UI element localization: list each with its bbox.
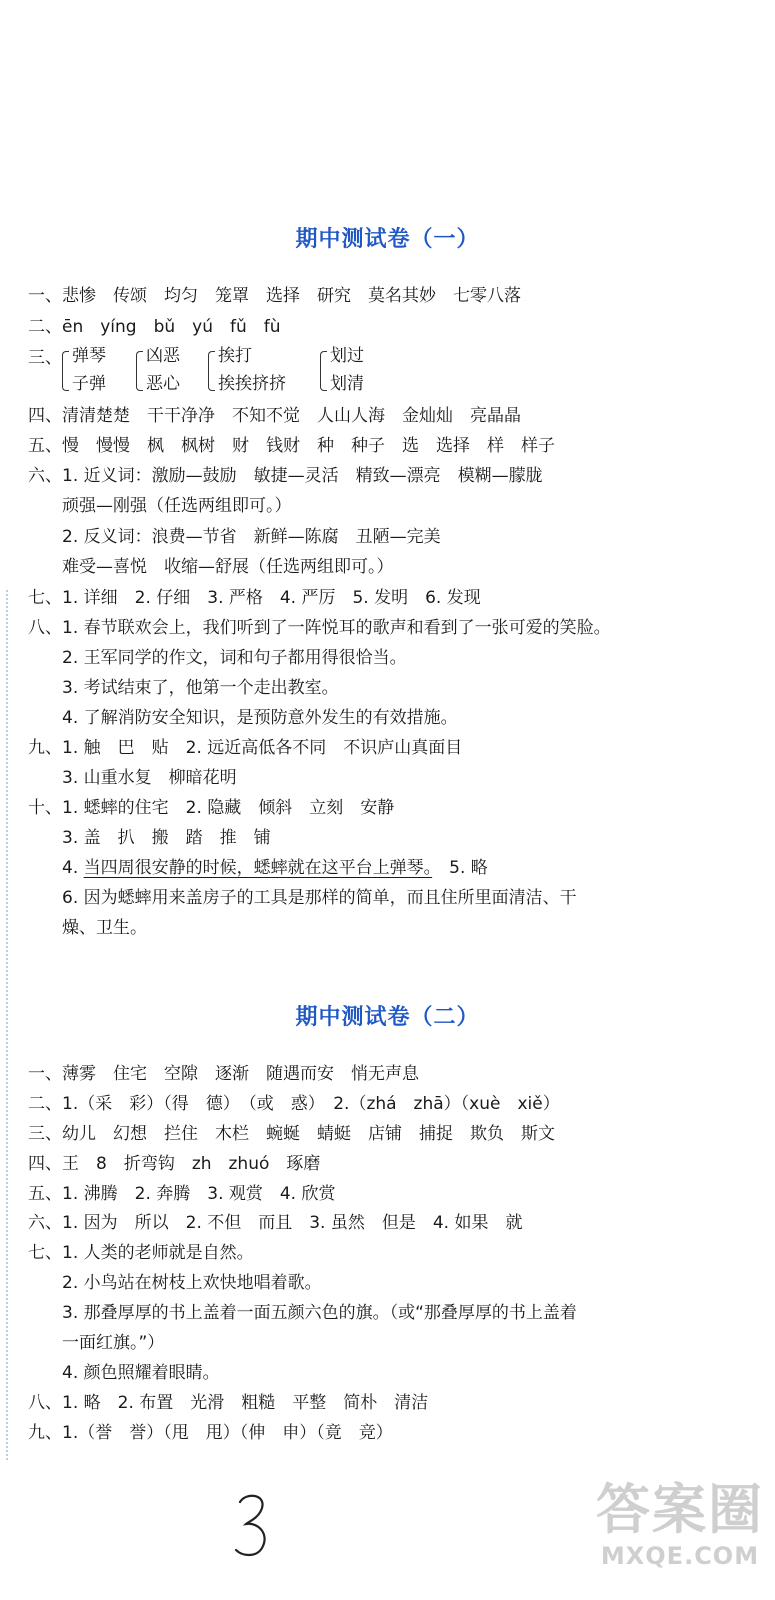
- s2-line-6: 六、1. 因为 所以 2. 不但 而且 3. 虽然 但是 4. 如果 就: [28, 1213, 523, 1233]
- s2-line-10: 一面红旗。”）: [28, 1333, 165, 1353]
- s2-line-11: 4. 颜色照耀着眼睛。: [28, 1363, 220, 1383]
- s1-q3-g4-b: 划清: [330, 374, 364, 394]
- s1-line-13: 3. 考试结束了，他第一个走出教室。: [28, 678, 339, 698]
- s2-line-7: 七、1. 人类的老师就是自然。: [28, 1243, 254, 1263]
- s1-q3-g1-a: 弹琴: [72, 346, 106, 366]
- s1-q3-g2-a: 凶恶: [146, 346, 180, 366]
- s1-line-16: 3. 山重水复 柳暗花明: [28, 768, 237, 788]
- s1-q10-5: 5. 略: [432, 858, 488, 878]
- s1-line-14: 4. 了解消防安全知识，是预防意外发生的有效措施。: [28, 708, 458, 728]
- s1-line-19: [28, 857, 488, 879]
- s1-line-7: 顽强—刚强（任选两组即可。）: [28, 496, 292, 516]
- s2-line-9: 3. 那叠厚厚的书上盖着一面五颜六色的旗。（或“那叠厚厚的书上盖着: [28, 1303, 577, 1323]
- s2-line-1: 一、薄雾 住宅 空隙 逐渐 随遇而安 悄无声息: [28, 1064, 419, 1084]
- s2-line-12: 八、1. 略 2. 布置 光滑 粗糙 平整 简朴 清洁: [28, 1393, 429, 1413]
- s2-line-8: 2. 小鸟站在树枝上欢快地唱着歌。: [28, 1273, 322, 1293]
- s1-line-2: 二、ēn yíng bǔ yú fǔ fù: [28, 317, 281, 337]
- s1-line-20: 6. 因为蟋蟀用来盖房子的工具是那样的简单，而且住所里面清洁、干: [28, 888, 577, 908]
- s1-line-10: 七、1. 详细 2. 仔细 3. 严格 4. 严厉 5. 发明 6. 发现: [28, 588, 481, 608]
- s1-q3-g3-a: 挨打: [218, 346, 252, 366]
- section-title-midterm-2: 期中测试卷（二）: [295, 1005, 480, 1030]
- watermark-logo: 答案圈: [596, 1478, 764, 1541]
- watermark: [590, 1478, 770, 1593]
- s1-line-18: 3. 盖 扒 搬 踏 推 铺: [28, 828, 271, 848]
- s1-q3-g2-b: 恶心: [146, 374, 180, 394]
- s1-q3-g4-a: 划过: [330, 346, 364, 366]
- s1-line-4: 四、清清楚楚 干干净净 不知不觉 人山人海 金灿灿 亮晶晶: [28, 406, 521, 426]
- s2-line-4: 四、王 8 折弯钩 zh zhuó 琢磨: [28, 1154, 321, 1174]
- s1-line-15: 九、1. 触 巴 贴 2. 远近高低各不同 不识庐山真面目: [28, 738, 463, 758]
- s1-q10-4-answer: 当四周很安静的时候，蟋蟀就在这平台上弹琴。: [83, 858, 433, 878]
- brace-icon: [320, 351, 327, 391]
- s2-line-3: 三、幼儿 幻想 拦住 木栏 蜿蜒 蜻蜓 店铺 捕捉 欺负 斯文: [28, 1124, 555, 1144]
- s1-q3-g3-b: 挨挨挤挤: [218, 374, 286, 394]
- s1-line-5: 五、慢 慢慢 枫 枫树 财 钱财 种 种子 选 选择 样 样子: [28, 436, 555, 456]
- brace-icon: [208, 351, 215, 391]
- watermark-url: MXQE.COM: [600, 1542, 760, 1570]
- s1-line-21: 燥、卫生。: [28, 918, 147, 938]
- brace-icon: [136, 351, 143, 391]
- s1-line-8: 2. 反义词：浪费—节省 新鲜—陈腐 丑陋—完美: [28, 527, 441, 547]
- section-title-midterm-1: 期中测试卷（一）: [295, 227, 480, 252]
- s2-line-2: 二、1.（采 彩）（得 德） （或 惑） 2.（zhá zhā）（xuè xiě）: [28, 1094, 560, 1114]
- s2-line-5: 五、1. 沸腾 2. 奔腾 3. 观赏 4. 欣赏: [28, 1184, 336, 1204]
- s1-line-9: 难受—喜悦 收缩—舒展（任选两组即可。）: [28, 557, 394, 577]
- brace-icon: [62, 351, 69, 391]
- handwritten-page-number: [232, 1490, 272, 1560]
- s1-line-11: 八、1. 春节联欢会上，我们听到了一阵悦耳的歌声和看到了一张可爱的笑脸。: [28, 618, 611, 638]
- s1-line-12: 2. 王军同学的作文，词和句子都用得很恰当。: [28, 648, 407, 668]
- s1-q3-g1-b: 子弹: [72, 374, 106, 394]
- s2-line-13: 九、1.（誉 誉）（甩 甩）（伸 申）（竟 竞）: [28, 1423, 393, 1443]
- s1-q10-4-prefix: 4.: [28, 858, 84, 878]
- s1-line-1: 一、悲惨 传颂 均匀 笼罩 选择 研究 莫名其妙 七零八落: [28, 286, 521, 306]
- s1-line-6: 六、1. 近义词：激励—鼓励 敏捷—灵活 精致—漂亮 模糊—朦胧: [28, 466, 543, 486]
- s1-line-17: 十、1. 蟋蟀的住宅 2. 隐藏 倾斜 立刻 安静: [28, 798, 395, 818]
- s1-q3-label: 三、: [28, 348, 62, 368]
